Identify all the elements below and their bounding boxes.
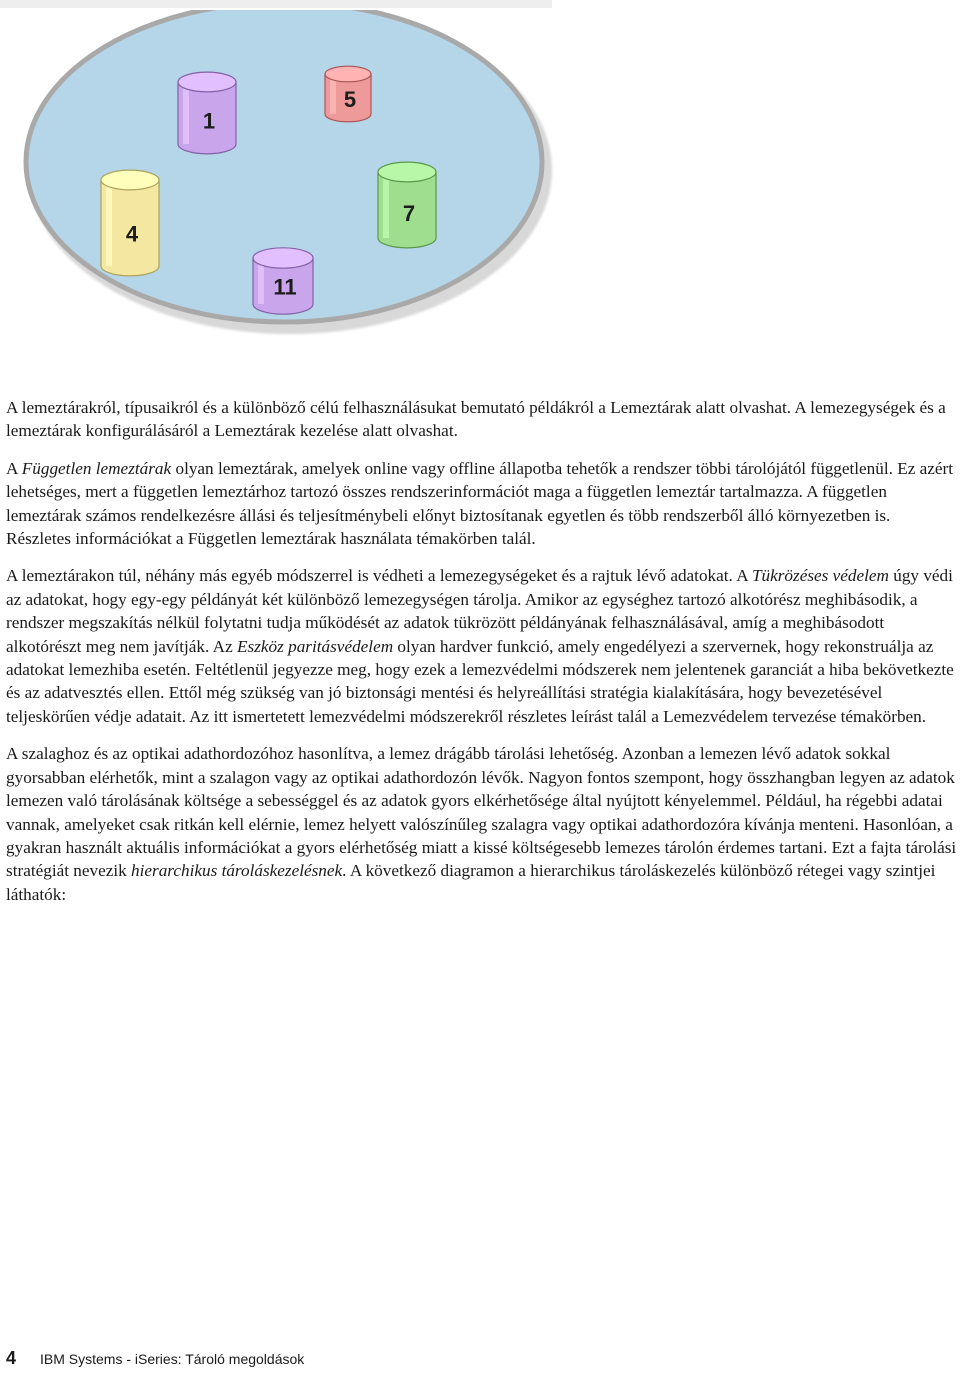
term-hierarchical-storage-management: hierarchikus tároláskezelésnek xyxy=(131,861,343,881)
paragraph-text: olyan lemeztárak, amelyek online vagy offline állapotba tehetők a rendszer többi tárolójától függetlenül. Ez azért lehetséges, mert a független lemeztárhoz tartozó összes rendszerinformációt maga a független lemeztár tartalmazza. A független lemeztárak számos rendelkezésre állási és teljesítménybeli előnyt biztosítanak egyetlen és több rendszerből álló környezetben is. Részletes információkat a Független lemeztárak használata témakörben talál. xyxy=(6,458,954,549)
disk-unit-4 xyxy=(101,170,159,276)
footer-book-title: IBM Systems - iSeries: Tároló megoldások xyxy=(40,1351,305,1367)
disk-top xyxy=(378,162,436,182)
disk-unit-7 xyxy=(378,162,436,248)
disk-highlight xyxy=(383,176,389,238)
paragraph-text: A lemeztárakról, típusaikról és a különböző célú felhasználásukat bemutató példákról a Lemeztárak alatt olvashat. A lemezegységek és a lemeztárak konfigurálásáról a Lemeztárak kezelése alatt olvashat. xyxy=(6,398,946,441)
document-body xyxy=(6,396,958,920)
disk-pool-illustration xyxy=(0,10,560,340)
paragraph-text: . A következő diagramon a hierarchikus tároláskezelés különböző rétegei vagy szintjei láthatók: xyxy=(6,861,936,904)
disk-highlight xyxy=(258,262,264,304)
disk-label: 5 xyxy=(343,86,357,112)
paragraph-disk-pools-intro xyxy=(6,396,958,443)
disk-top xyxy=(178,72,236,92)
disk-highlight xyxy=(183,86,189,144)
disk-top xyxy=(325,66,371,82)
disk-highlight xyxy=(330,78,336,114)
disk-highlight xyxy=(106,184,112,266)
disk-label: 11 xyxy=(273,274,297,300)
term-mirrored-protection: Tükrözéses védelem xyxy=(751,566,889,586)
top-border-strip xyxy=(0,0,552,8)
paragraph-text: A xyxy=(6,458,22,478)
paragraph-hierarchical-storage xyxy=(6,742,958,906)
disk-label: 4 xyxy=(125,221,139,247)
disk-top xyxy=(101,170,159,190)
disk-pool-figure xyxy=(0,10,560,340)
term-independent-disk-pools: Független lemeztárak xyxy=(21,458,172,478)
paragraph-text: olyan hardver funkció, amely engedélyezi a szervernek, hogy rekonstruálja az adatokat lemezhiba esetén. Feltétlenül jegyezze meg, hogy ezek a lemezvédelmi módszerek nem jelentenek garanciát a hiba bekövetkezte és az adatvesztés ellen. Ettől még szükség van jó biztonsági mentési és helyreállítási stratégia kialakítására, hogy bevezetésével teljeskörűen védje adatait. Az itt ismertetett lemezvédelmi módszerekről részletes leírást talál a Lemezvédelem tervezése témakörben. xyxy=(6,636,954,726)
paragraph-text: A szalaghoz és az optikai adathordozóhoz hasonlítva, a lemez drágább tárolási lehetőség. Azonban a lemezen lévő adatok sokkal gyorsabban elérhetők, mint a szalagon vagy az optikai adathordozón lévők. Nagyon fontos szempont, hogy összhangban legyen az adatok lemezen való tárolásának költsége a sebességgel és az adatok gyors elkérhetősége által nyújtott kényelemmel. Például, ha régebbi adatai vannak, amelyeket csak ritkán kell elérnie, lemez helyett valószínűleg szalagra vagy optikai adathordozóra kívánja menteni. Hasonlóan, a gyakran használt aktuális információkat a gyors elérhetőség miatt a kissé költségesebb lemezes tárolón érdemes tartani. Ezt a fajta tárolási stratégiát nevezik xyxy=(6,744,957,881)
paragraph-text: A lemeztárakon túl, néhány más egyéb módszerrel is védheti a lemezegységeket és a rajtuk lévő adatokat. A xyxy=(6,566,752,586)
disk-label: 1 xyxy=(202,108,216,134)
page-number: 4 xyxy=(6,1348,17,1368)
disk-unit-11 xyxy=(253,248,313,314)
paragraph-text: úgy védi az adatokat, hogy egy-egy példányát két különböző lemezegységen tárolja. Amikor az egységhez tartozó alkotórész meghibásodik, a rendszer megszakítás nélkül folytatni tudja működését az adatok tükrözött példányának felhasználásával, amíg a meghibásodott alkotórészt meg nem javítják. Az xyxy=(6,566,953,656)
term-device-parity-protection: Eszköz paritásvédelem xyxy=(237,636,394,656)
paragraph-disk-protection xyxy=(6,564,958,728)
paragraph-independent-pools xyxy=(6,457,958,551)
disk-label: 7 xyxy=(402,200,416,226)
disk-unit-5 xyxy=(325,66,371,122)
disk-unit-1 xyxy=(178,72,236,154)
page-footer xyxy=(6,1348,304,1374)
disk-top xyxy=(253,248,313,268)
